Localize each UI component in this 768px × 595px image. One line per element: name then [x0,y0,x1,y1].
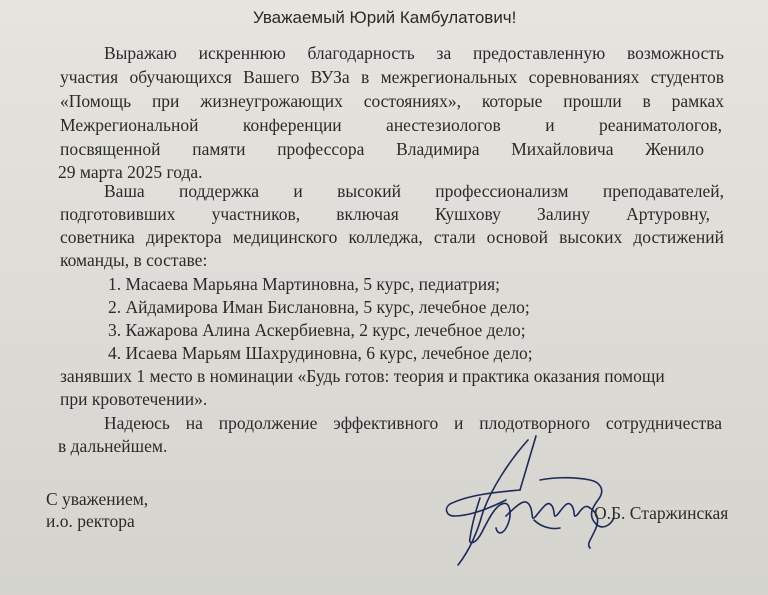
p1-line-4: Межрегиональной конференции анестезиологов и реаниматологов, [60,115,722,135]
team-member-1: 1. Масаева Марьяна Мартиновна, 5 курс, педиатрия; [108,274,501,294]
result-line-2: при кровотечении». [60,389,208,409]
team-member-3: 3. Кажарова Алина Аскербиевна, 2 курс, лечебное дело; [108,320,526,340]
p1-line-6: 29 марта 2025 года. [58,162,203,182]
p1-line-3: «Помощь при жизнеугрожающих состояниях», которые прошли в рамках [60,91,724,111]
team-member-4: 4. Исаева Марьям Шахрудиновна, 6 курс, лечебное дело; [108,343,533,363]
closing-line-1: Надеюсь на продолжение эффективного и плодотворного сотрудничества [104,413,722,433]
salutation: Уважаемый Юрий Камбулатович! [253,8,517,27]
closing-line-2: в дальнейшем. [58,436,168,456]
p2-line-3: советника директора медицинского колледжа, стали основой высоких достижений [60,227,724,247]
result-line-1: занявших 1 место в номинации «Будь готов: теория и практика оказания помощи [60,366,665,386]
p2-line-4: команды, в составе: [60,250,208,270]
team-member-2: 2. Айдамирова Иман Бислановна, 5 курс, лечебное дело; [108,297,530,317]
regards: С уважением, [46,489,149,509]
position: и.о. ректора [46,511,135,531]
handwritten-signature [440,420,630,570]
signer-name: О.Б. Старжинская [594,503,729,523]
p2-line-1: Ваша поддержка и высокий профессионализм преподавателей, [104,181,724,201]
p1-line-1: Выражаю искреннюю благодарность за предоставленную возможность [104,43,724,63]
p2-line-2: подготовивших участников, включая Кушхову Залину Артуровну, [60,204,710,224]
p1-line-2: участия обучающихся Вашего ВУЗа в межрегиональных соревнованиях студентов [60,67,724,87]
p1-line-5: посвященной памяти профессора Владимира Михайловича Женило [60,139,704,159]
